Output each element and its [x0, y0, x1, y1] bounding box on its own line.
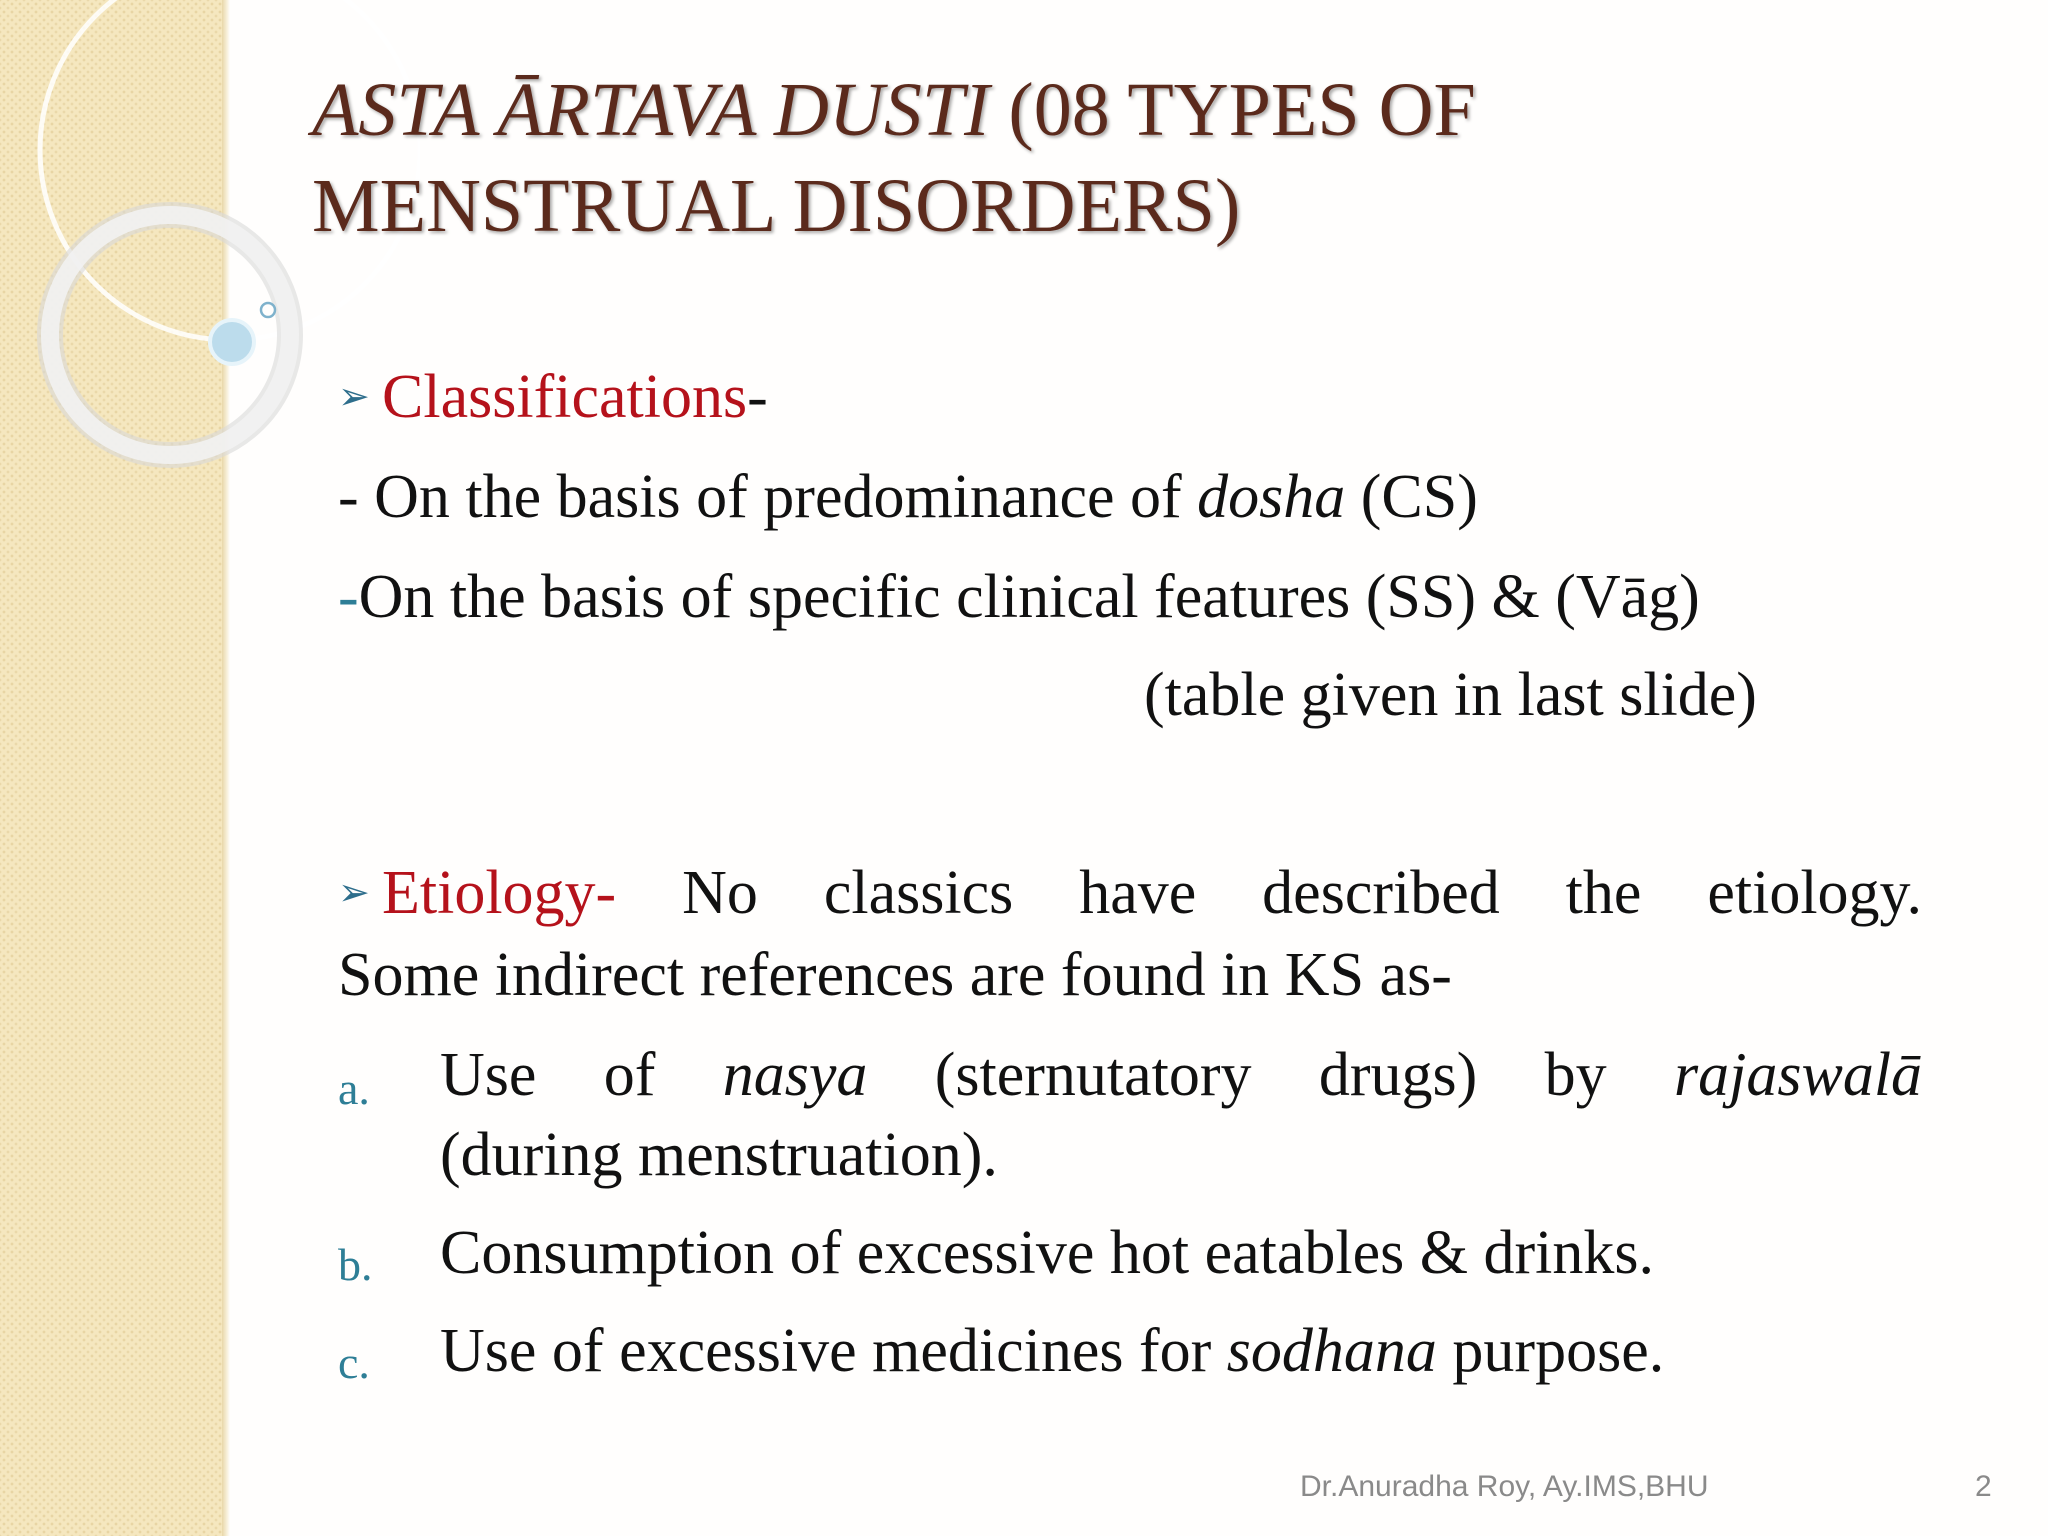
list-item-c: Use of excessive medicines for sodhana purpose. [440, 1317, 1665, 1385]
classifications-heading: Classifications [382, 363, 748, 431]
footer-author: Dr.Anuradha Roy, Ay.IMS,BHU [1300, 1470, 1709, 1503]
dosha-term: dosha [1197, 463, 1346, 531]
classification-dosha-line: - On the basis of predominance of dosha (CS) [338, 463, 1478, 531]
etiology-line1: ➢ Etiology- No classics have described the etiology. [338, 859, 1923, 927]
decor-bubble [210, 320, 254, 364]
title-italic: ASTA ĀRTAVA DUSTI [312, 68, 990, 152]
list-marker-c: c. [338, 1337, 370, 1388]
title-line2: MENSTRUAL DISORDERS) [312, 164, 1241, 248]
arrow-bullet-icon: ➢ [338, 374, 370, 418]
list-marker-a: a. [338, 1063, 370, 1114]
list-marker-b: b. [338, 1239, 373, 1290]
decor-small-bubble [261, 303, 275, 317]
classifications-suffix: - [747, 363, 768, 431]
slide-title [312, 62, 1712, 254]
list-item-a-line1: Use of nasya (sternutatory drugs) by rajaswalā [440, 1041, 1923, 1109]
etiology-line2: Some indirect references are found in KS as- [338, 941, 1452, 1009]
nasya-term: nasya [722, 1041, 868, 1109]
arrow-bullet-icon: ➢ [338, 870, 370, 914]
list-item-a-line2: (during menstruation). [440, 1121, 998, 1189]
etiology-heading: Etiology- [382, 859, 617, 927]
page-number: 2 [1975, 1470, 1992, 1503]
table-note: (table given in last slide) [1144, 661, 1757, 729]
classifications-heading-line [338, 362, 768, 433]
classification-clinical-line: -On the basis of specific clinical features (SS) & (Vāg) [338, 563, 1700, 631]
sodhana-term: sodhana [1226, 1317, 1437, 1385]
list-item-b: Consumption of excessive hot eatables & drinks. [440, 1219, 1654, 1287]
title-rest: (08 TYPES OF [989, 68, 1476, 152]
rajaswala-term: rajaswalā [1674, 1041, 1923, 1109]
teal-dash: - [338, 563, 359, 631]
